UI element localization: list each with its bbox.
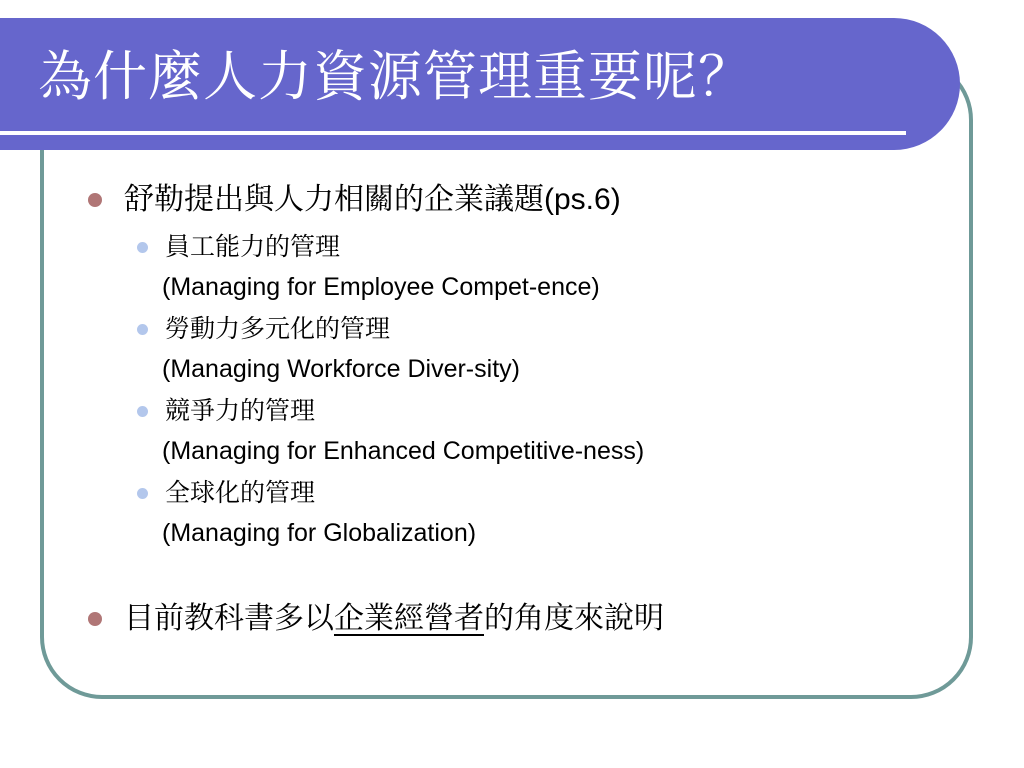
bullet-item-1	[124, 180, 621, 220]
sub-item-1-en: (Managing for Employee Compet-ence)	[162, 273, 600, 301]
bullet-item-2-underlined: 企業經營者	[334, 601, 484, 636]
bullet-dot-icon	[88, 612, 102, 626]
sub-bullet-dot-icon	[137, 324, 148, 335]
sub-item-2-en: (Managing Workforce Diver-sity)	[162, 355, 520, 383]
sub-item-4-zh: 全球化的管理	[165, 478, 316, 507]
bullet-item-2-prefix: 目前教科書多以	[124, 601, 334, 636]
bullet-item-2	[124, 599, 664, 639]
bullet-item-2-suffix: 的角度來說明	[484, 601, 664, 636]
sub-item-3-en: (Managing for Enhanced Competitive-ness)	[162, 437, 645, 465]
bullet-item-1-text: 舒勒提出與人力相關的企業議題	[124, 182, 544, 217]
bullet-item-1-suffix: (ps.6)	[544, 183, 621, 216]
sub-item-4-en: (Managing for Globalization)	[162, 519, 477, 547]
sub-bullet-dot-icon	[137, 488, 148, 499]
sub-bullet-dot-icon	[137, 242, 148, 253]
sub-bullet-dot-icon	[137, 406, 148, 417]
sub-item-1-zh: 員工能力的管理	[165, 232, 341, 261]
bullet-dot-icon	[88, 193, 102, 207]
slide-title: 為什麼人力資源管理重要呢？	[38, 45, 753, 108]
sub-item-2-zh: 勞動力多元化的管理	[165, 314, 391, 343]
sub-item-3-zh: 競爭力的管理	[165, 396, 316, 425]
